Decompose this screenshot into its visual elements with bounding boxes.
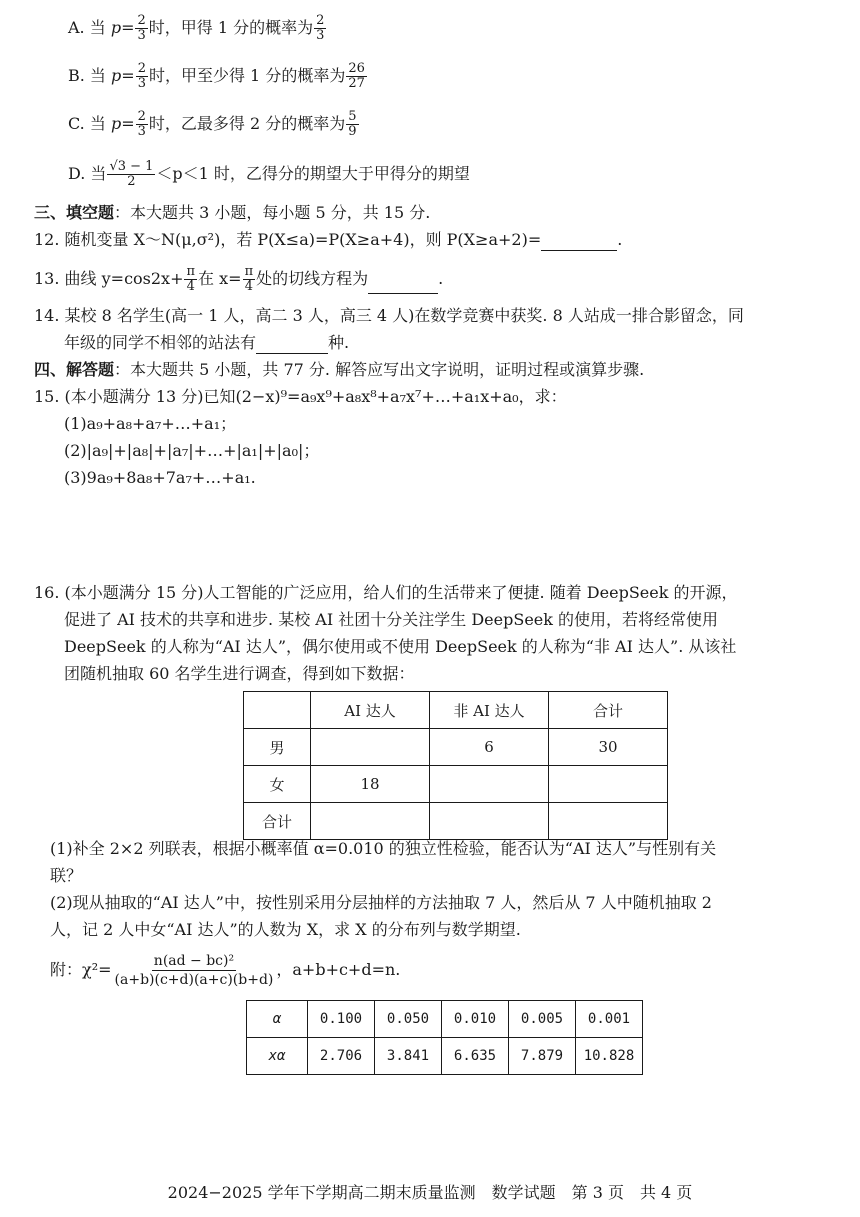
table-cell <box>549 803 668 840</box>
table-cell <box>430 766 549 803</box>
question-15-part1: (1)a₉+a₈+a₇+…+a₁； <box>64 414 237 433</box>
table-cell: 30 <box>549 729 668 766</box>
table-cell: AI 达人 <box>311 692 430 729</box>
table-cell: 0.010 <box>442 1001 509 1038</box>
table-cell: 6 <box>430 729 549 766</box>
question-16-part1-line2: 联？ <box>50 866 83 885</box>
option-c: C. 当 p= $\frac{2}{3}$ 时，乙最多得 2 分的概率为 $\frac{5}{9}$ <box>68 109 357 139</box>
table-cell: 合计 <box>549 692 668 729</box>
question-16-part1-line1: (1)补全 2×2 列联表，根据小概率值 α=0.010 的独立性检验，能否认为“AI 达人”与性别有关 <box>50 839 717 858</box>
table-cell <box>311 729 430 766</box>
contingency-table <box>243 691 668 840</box>
table-cell <box>244 692 311 729</box>
question-16-line4: 团随机抽取 60 名学生进行调查，得到如下数据： <box>64 664 415 683</box>
question-15-head: 15. (本小题满分 13 分)已知(2−x)⁹=a₉x⁹+a₈x⁸+a₇x⁷+…+a₁x+a₀，求： <box>34 387 567 406</box>
table-cell: 非 AI 达人 <box>430 692 549 729</box>
table-row <box>244 803 668 840</box>
table-cell: 7.879 <box>509 1038 576 1075</box>
table-cell: 6.635 <box>442 1038 509 1075</box>
table-cell: xα <box>247 1038 308 1075</box>
question-15-part2: (2)|a₉|+|a₈|+|a₇|+…+|a₁|+|a₀|； <box>64 441 320 460</box>
question-13: 13. 曲线 y=cos2x+ $\frac{\pi}{4}$ 在 x= $\frac{\pi}{4}$ 处的切线方程为 . <box>34 264 444 294</box>
table-row <box>244 766 668 803</box>
critical-value-table <box>246 1000 643 1075</box>
table-cell <box>311 803 430 840</box>
question-12: 12. 随机变量 X～N(μ,σ²)，若 P(X≤a)=P(X≥a+4)，则 P(X≥a+2)= . <box>34 230 623 249</box>
table-cell: 2.706 <box>308 1038 375 1075</box>
table-cell <box>549 766 668 803</box>
table-cell: 18 <box>311 766 430 803</box>
option-b: B. 当 p= $\frac{2}{3}$ 时，甲至少得 1 分的概率为 $\frac{26}{27}$ <box>68 61 365 91</box>
option-d: D. 当 $\frac{√3 - 1}{2}$ ＜p＜1 时，乙得分的期望大于甲得分的期望 <box>68 159 470 189</box>
table-cell: 3.841 <box>375 1038 442 1075</box>
table-row <box>244 692 668 729</box>
table-row <box>247 1038 643 1075</box>
section-4-heading: 四、解答题：本大题共 5 小题，共 77 分. 解答应写出文字说明，证明过程或演算步骤. <box>34 360 645 379</box>
table-cell: 合计 <box>244 803 311 840</box>
question-16-part2-line1: (2)现从抽取的“AI 达人”中，按性别采用分层抽样的方法抽取 7 人，然后从 7 人中随机抽取 2 <box>50 893 712 912</box>
page-footer: 2024−2025 学年下学期高二期末质量监测 数学试题 第 3 页 共 4 页 <box>167 1183 693 1202</box>
section-3-heading: 三、填空题：本大题共 3 小题，每小题 5 分，共 15 分. <box>34 203 431 222</box>
table-row <box>247 1001 643 1038</box>
table-cell: 0.050 <box>375 1001 442 1038</box>
table-cell <box>430 803 549 840</box>
table-row <box>244 729 668 766</box>
question-14-line2: 年级的同学不相邻的站法有 种. <box>64 333 350 352</box>
question-16-line3: DeepSeek 的人称为“AI 达人”，偶尔使用或不使用 DeepSeek 的人称为“非 AI 达人”. 从该社 <box>64 637 737 656</box>
question-16-line1: 16. (本小题满分 15 分)人工智能的广泛应用，给人们的生活带来了便捷. 随着 DeepSeek 的开源， <box>34 583 738 602</box>
question-16-line2: 促进了 AI 技术的共享和进步. 某校 AI 社团十分关注学生 DeepSeek 的使用，若将经常使用 <box>64 610 719 629</box>
table-cell: 0.001 <box>576 1001 643 1038</box>
chi-square-formula: 附：χ²= $\frac{\text{n(ad − bc)²}}{(a+b)(c+d)(a+c)(b+d)}$ ，a+b+c+d=n. <box>50 953 401 988</box>
option-a: A. 当 p= $\frac{2}{3}$ 时，甲得 1 分的概率为 $\frac{2}{3}$ <box>68 13 325 43</box>
table-cell: 0.005 <box>509 1001 576 1038</box>
table-cell: 0.100 <box>308 1001 375 1038</box>
table-cell: α <box>247 1001 308 1038</box>
table-cell: 女 <box>244 766 311 803</box>
question-16-part2-line2: 人，记 2 人中女“AI 达人”的人数为 X，求 X 的分布列与数学期望. <box>50 920 521 939</box>
table-cell: 男 <box>244 729 311 766</box>
question-15-part3: (3)9a₉+8a₈+7a₇+…+a₁. <box>64 468 256 487</box>
table-cell: 10.828 <box>576 1038 643 1075</box>
question-14-line1: 14. 某校 8 名学生(高一 1 人，高二 3 人，高三 4 人)在数学竞赛中获奖. 8 人站成一排合影留念，同 <box>34 306 744 325</box>
